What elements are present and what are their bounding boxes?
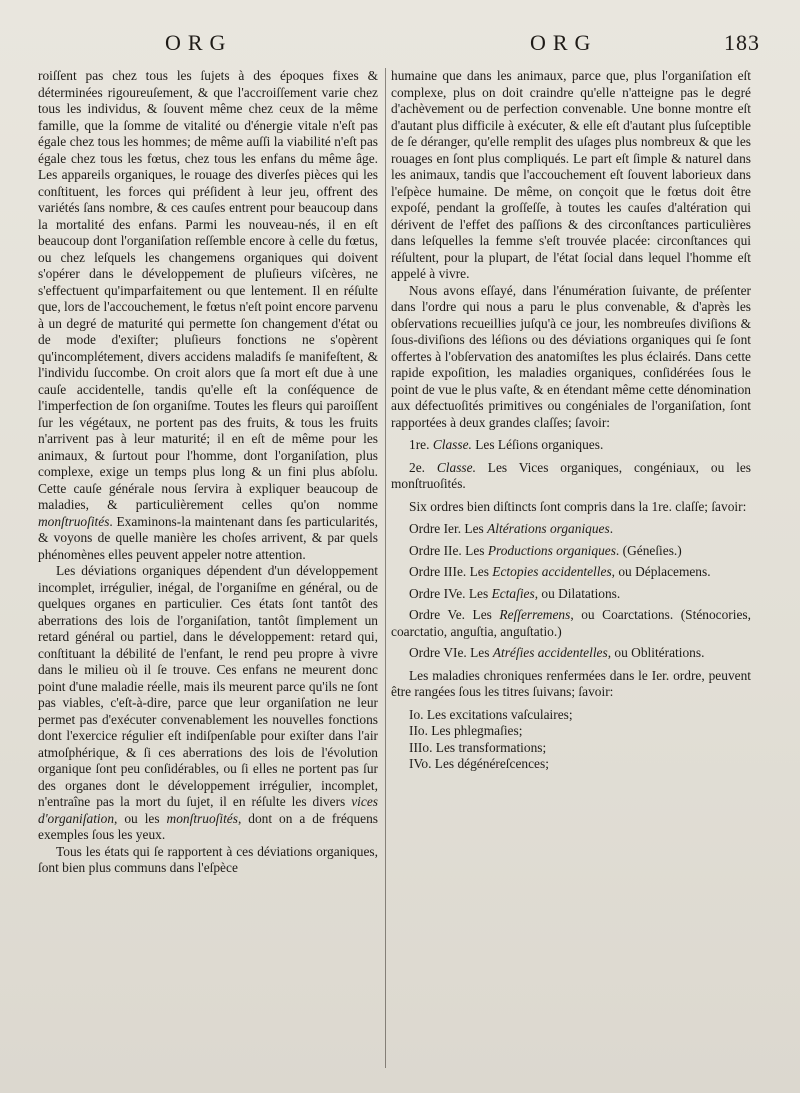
orders-list xyxy=(391,521,751,662)
order-item: Ordre Ve. Les Reſſerremens, ou Coarctations. (Sténocories, coarctatio, anguſtia, anguſtatio.) xyxy=(391,607,751,639)
running-head xyxy=(0,30,800,64)
list-item: IIIo. Les transformations; xyxy=(409,739,547,755)
list-item: Io. Les excitations vaſculaires; xyxy=(409,706,573,722)
italic-term: vices d'organiſation xyxy=(38,794,378,826)
right-paragraph-1: humaine que dans les animaux, parce que, plus l'organiſation eſt complexe, plus on doit craindre qu'elle n'atteigne pas le degré d'achèvement ou de perfection convenable. Une bonne montre eſt d'autant plus difficile à exécuter, & elle eſt d'autant plus ſuſceptible de ſe déranger, qu'elle remplit des uſages plus nombreux & que les rouages en ſont plus compliqués. Le part eſt ſimple & naturel dans les animaux, tandis que l'accouchement eſt ſouvent laborieux dans l'eſpèce humaine. De même, on conçoit que le fœtus doit être expoſé, pendant la groſſeſſe, à toutes les cauſes d'altération qui dérivent de l'effet des paſſions & des circonſtances particulières dans leſquelles la femme s'eſt trouvée placée: circonſtances qui réſultent, pour la plupart, de l'état ſocial dans lequel l'homme eſt appelé à vivre. xyxy=(391,68,751,281)
column-divider xyxy=(385,68,386,1068)
right-paragraph-3: Six ordres bien diſtincts ſont compris dans la 1re. claſſe; ſavoir: xyxy=(409,498,747,514)
class-1: 1re. Classe. Les Léſions organiques. xyxy=(409,437,604,452)
order-item: Ordre IIIe. Les Ectopies accidentelles, ou Déplacemens. xyxy=(409,564,711,579)
order-item: Ordre VIe. Les Atréſies accidentelles, ou Oblitérations. xyxy=(409,645,705,660)
italic-term: monſtruoſités xyxy=(166,810,238,826)
running-head-left: ORG xyxy=(165,30,233,55)
left-paragraph-2: Les déviations organiques dépendent d'un développement incomplet, irrégulier, inégal, de l'organiſme en général, ou de quelques organes en particulier. Ces états ſont tantôt des aberrations des lois de l'organiſation, tantôt ſimplement un retard général ou partiel, dans le développement: retard qui, conſtituant la débilité de l'enfant, le rend peu propre à vivre dans le milieu où il ſe trouve. Ces enfans ne meurent donc point d'une maladie réelle, mais ils meurent parce qu'ils ne ſont pas viables, c'eſt-à-dire, parce que leur organiſation ne leur permet pas d'exécuter convenablement les nouvelles fonctions dont l'exercice régulier eſt indiſpenſable pour exiſter dans l'air atmoſphérique, & ſi ces aberrations des lois de l'évolution organique ſont peu conſidérables, ou ſi elles ne portent pas ſur des organes dont le développement irrégulier, incomplet, n'entraîne pas la mort du ſujet, il en réſulte les divers vices d'organiſation, ou les monſtruoſités, dont on a de fréquens exemples ſous les yeux. xyxy=(38,563,379,842)
list-item: IVo. Les dégénéreſcences; xyxy=(409,756,549,771)
order-item: Ordre Ier. Les Altérations organiques. xyxy=(409,521,614,536)
left-paragraph-3: Tous les états qui ſe rapportent à ces déviations organiques, ſont bien plus communs dans l'eſpèce xyxy=(38,843,378,875)
chronic-list xyxy=(391,707,751,773)
order-item: Ordre IVe. Les Ectaſies, ou Dilatations. xyxy=(409,585,621,601)
italic-term: monſtruoſités xyxy=(38,513,110,529)
left-paragraph-1: roiſſent pas chez tous les ſujets à des époques fixes & déterminées rigoureuſement, & que l'accroiſſement varie chez tous les individus, & ſouvent même chez ceux de la même famille, que la ſomme de vitalité ou d'énergie vitale n'eſt pas égale chez tous les hommes; de même auſſi la viabilité n'eſt pas égale chez tous les fœtus, chez tous les enfans du même âge. Les appareils organiques, le rouage des diverſes pièces qui les conſtituent, les forces qui préſident à leur jeu, offrent des variétés ſans nombre, & ces cauſes entrent pour beaucoup dans la mortalité des enfans. Parmi les nouveau-nés, il en eſt beaucoup dont l'organiſation reſſemble encore à celle du fœtus, ou chez leſquels les changemens organiques qui doivent s'opérer dans le développement de pluſieurs viſcères, ne s'effectuent qu'imparfaitement ou que lentement. Il en réſulte que, lors de l'accouchement, le fœtus n'eſt point encore parvenu à un degré de maturité qui permette ſon changement d'état ou de mode d'exiſter; pluſieurs fonctions ne s'opèrent qu'incomplétement, divers accidens maladifs ſe manifeſtent, & l'individu ſuccombe. On croit alors que ſa mort eſt due à une cauſe accidentelle, tandis qu'elle eſt la conſéquence de l'imperfection de ſon organiſme. Toutes les fleurs qui paroiſſent ſur les végétaux, ne portent pas des fruits, & tous les fruits n'arrivent pas à leur maturité; il en eſt de même pour les animaux, & ſurtout pour l'homme, dont l'organiſation, plus complexe, exige un temps plus long & un fini plus abſolu. Cette cauſe générale nous ſervira à expliquer beaucoup de maladies, & particulièrement celles qu'on nomme monſtruoſités. Examinons-la maintenant dans ſes particularités, & voyons de quelle manière les choſes arrivent, & par quels phénomènes elles peuvent appeler notre attention. xyxy=(38,68,378,562)
right-paragraph-2: Nous avons eſſayé, dans l'énumération ſuivante, de préſenter dans l'ordre qui nous a paru le plus convenable, & d'après les obſervations recueillies juſqu'à ce jour, les nombreuſes diviſions & ſous-diviſions des léſions ou des déviations organiques qui ſe ſont offertes à l'obſervation des anatomiſtes les plus éclairés. Dans cette rapide expoſition, les maladies organiques, conſidérées ſous le point de vue le plus vaſte, & en étendant même cette dénomination aux défectuoſités primitives ou congéniales de l'organiſation, ſont rapportées à deux grandes claſſes; ſavoir: xyxy=(391,282,751,430)
left-column xyxy=(38,68,378,877)
page-number: 183 xyxy=(724,30,760,55)
order-item: Ordre IIe. Les Productions organiques. (Géneſies.) xyxy=(409,542,682,558)
running-head-right: ORG xyxy=(530,30,598,55)
class-2: 2e. Classe. Les Vices organiques, congéniaux, ou les monſtruoſités. xyxy=(391,459,751,491)
right-paragraph-4: Les maladies chroniques renfermées dans le Ier. ordre, peuvent être rangées ſous les titres ſuivans; ſavoir: xyxy=(391,667,751,699)
list-item: IIo. Les phlegmaſies; xyxy=(409,723,523,738)
right-column xyxy=(391,68,751,773)
